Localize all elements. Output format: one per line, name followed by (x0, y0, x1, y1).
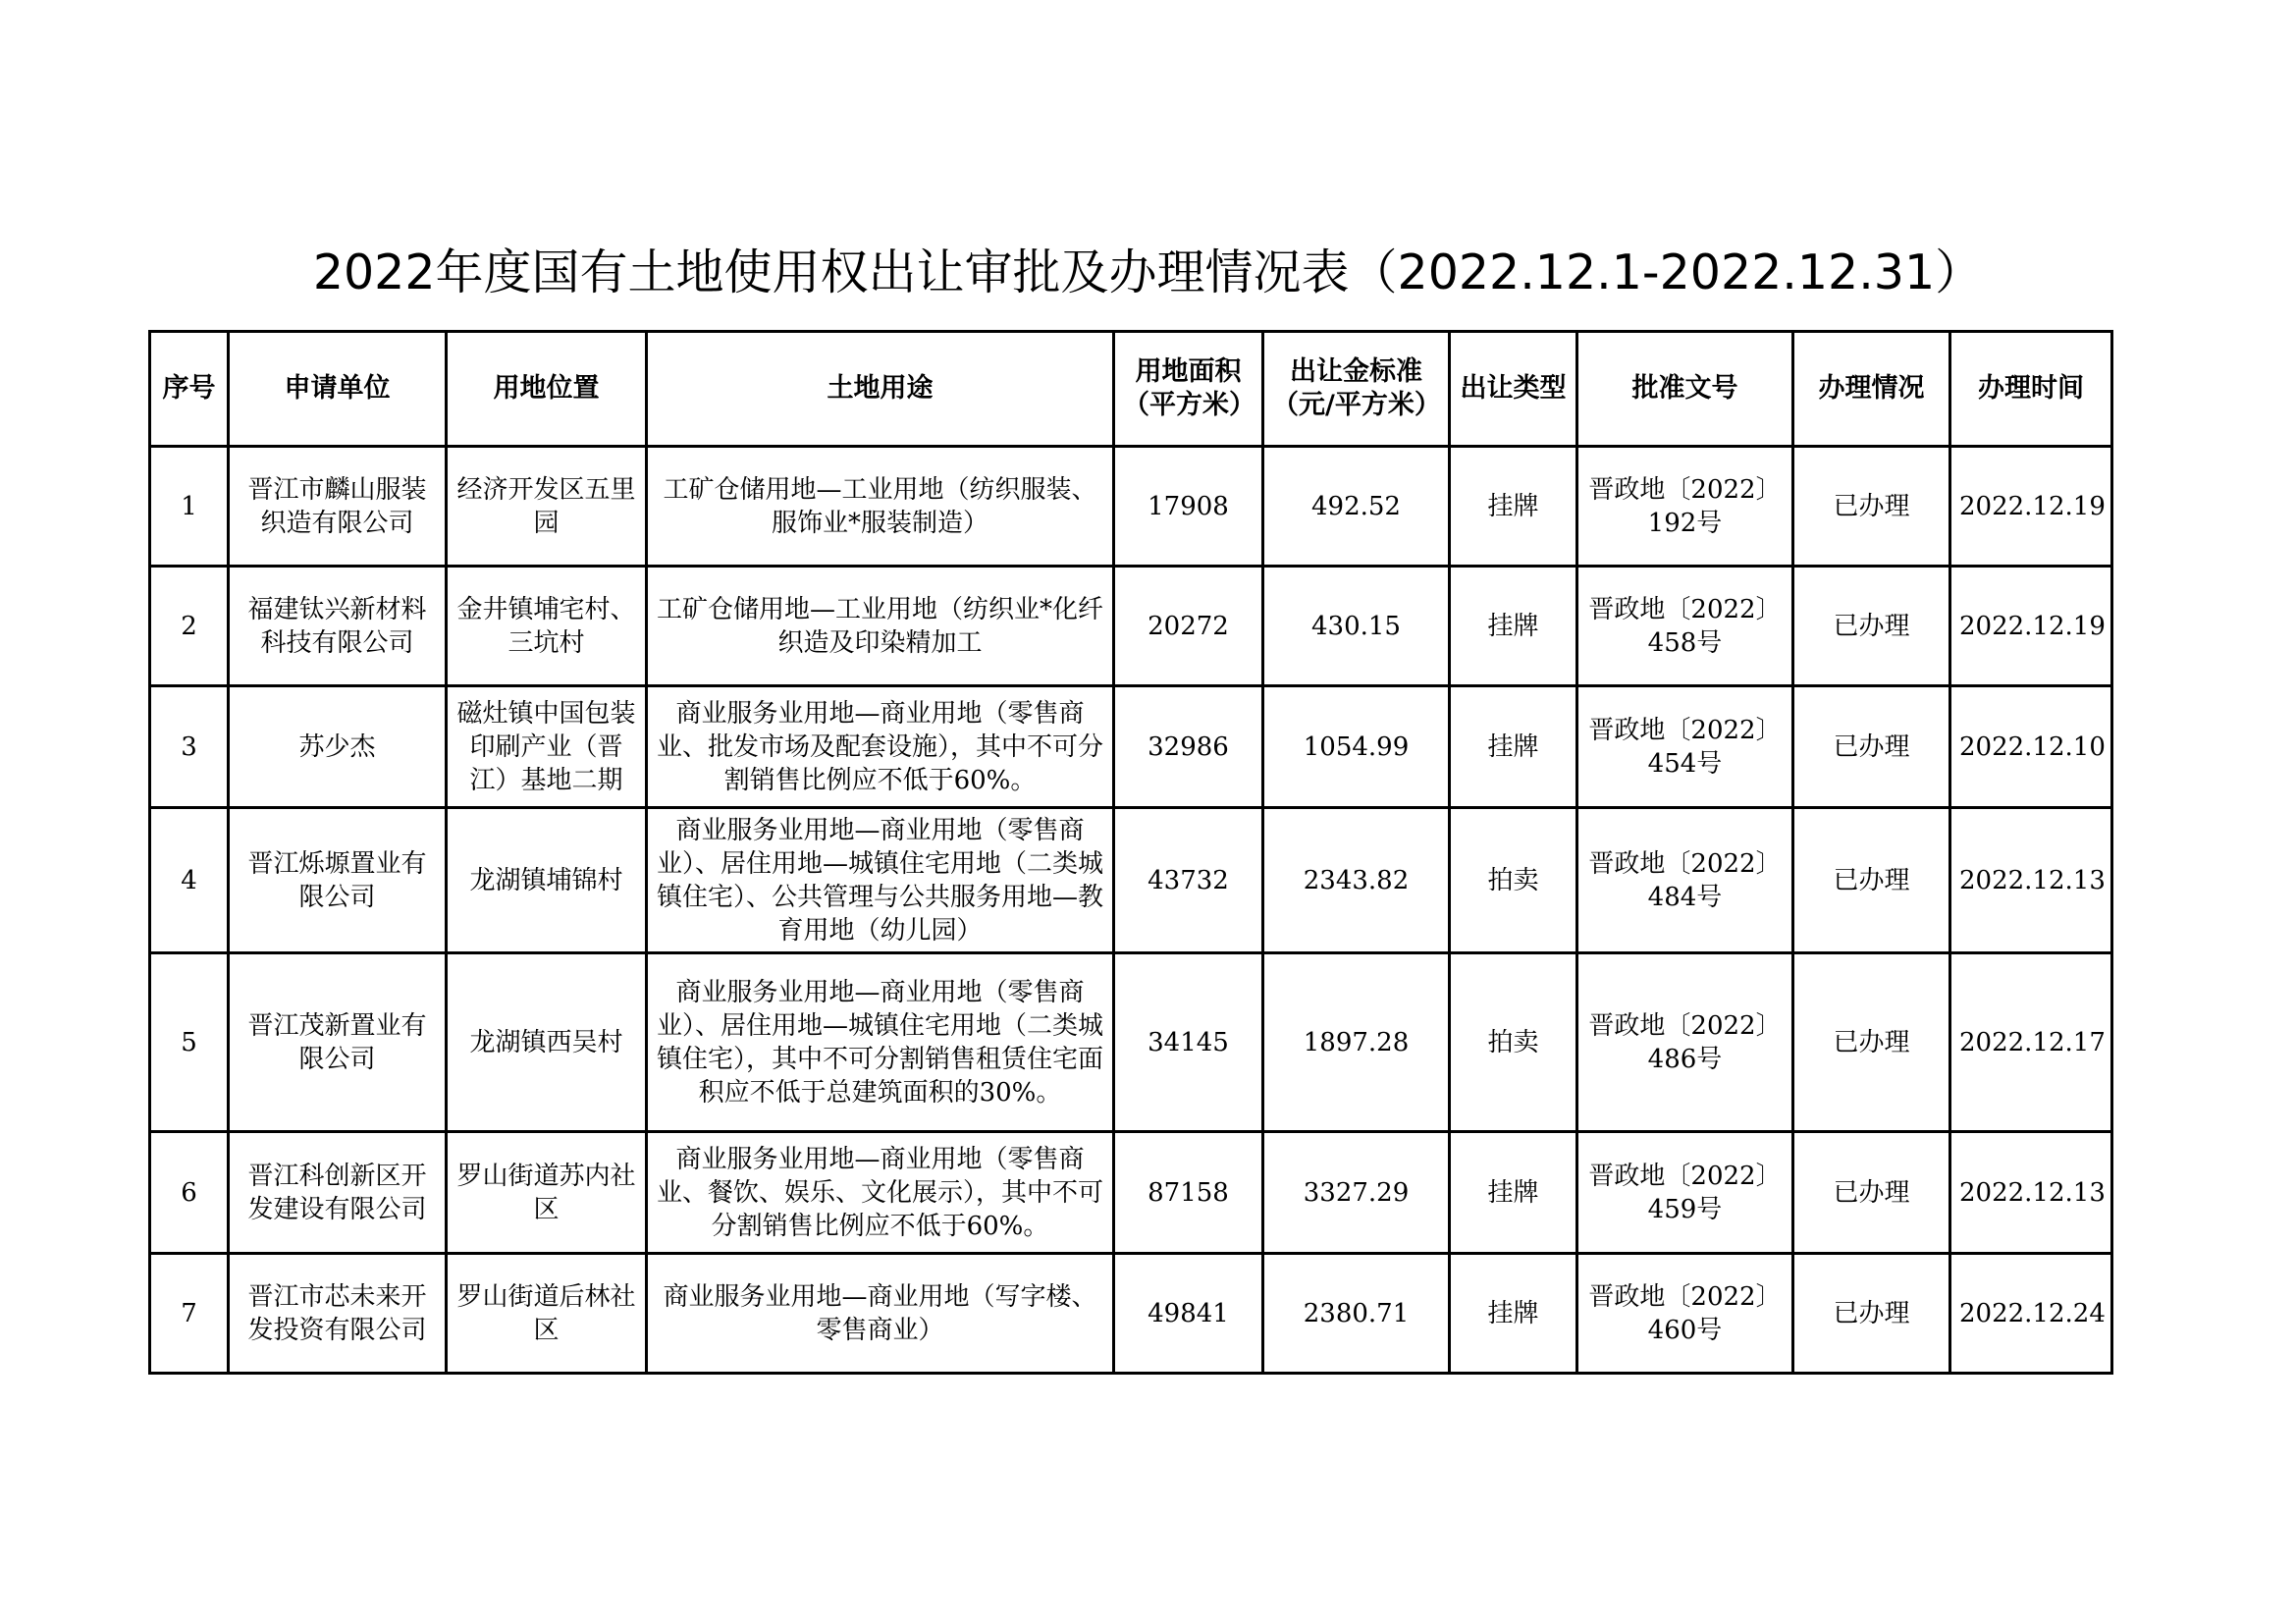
cell-type: 挂牌 (1450, 1132, 1577, 1254)
cell-approval: 晋政地〔2022〕460号 (1577, 1254, 1793, 1374)
cell-price: 2343.82 (1263, 808, 1450, 953)
cell-use: 商业服务业用地—商业用地（零售商业）、居住用地—城镇住宅用地（二类城镇住宅），其中不可分割销售租赁住宅面积应不低于总建筑面积的30%。 (647, 953, 1114, 1132)
cell-applicant: 晋江市芯未来开发投资有限公司 (229, 1254, 447, 1374)
cell-type: 挂牌 (1450, 567, 1577, 686)
cell-use: 工矿仓储用地—工业用地（纺织服装、服饰业*服装制造） (647, 447, 1114, 567)
cell-use: 商业服务业用地—商业用地（零售商业、批发市场及配套设施），其中不可分割销售比例应不低于60%。 (647, 686, 1114, 808)
cell-no: 2 (150, 567, 229, 686)
cell-applicant: 晋江市麟山服装织造有限公司 (229, 447, 447, 567)
cell-price: 492.52 (1263, 447, 1450, 567)
cell-no: 1 (150, 447, 229, 567)
cell-location: 罗山街道后林社区 (447, 1254, 647, 1374)
cell-use: 商业服务业用地—商业用地（写字楼、零售商业） (647, 1254, 1114, 1374)
cell-area: 43732 (1114, 808, 1263, 953)
cell-price: 2380.71 (1263, 1254, 1450, 1374)
cell-approval: 晋政地〔2022〕192号 (1577, 447, 1793, 567)
cell-no: 4 (150, 808, 229, 953)
cell-type: 挂牌 (1450, 686, 1577, 808)
header-no: 序号 (150, 332, 229, 447)
cell-location: 金井镇埔宅村、三坑村 (447, 567, 647, 686)
cell-price: 1897.28 (1263, 953, 1450, 1132)
cell-area: 34145 (1114, 953, 1263, 1132)
cell-approval: 晋政地〔2022〕459号 (1577, 1132, 1793, 1254)
cell-no: 6 (150, 1132, 229, 1254)
cell-applicant: 苏少杰 (229, 686, 447, 808)
table-row (150, 447, 2112, 567)
cell-status: 已办理 (1793, 953, 1950, 1132)
cell-status: 已办理 (1793, 567, 1950, 686)
cell-use: 商业服务业用地—商业用地（零售商业、餐饮、娱乐、文化展示），其中不可分割销售比例应不低于60%。 (647, 1132, 1114, 1254)
cell-status: 已办理 (1793, 1132, 1950, 1254)
cell-date: 2022.12.13 (1950, 1132, 2112, 1254)
cell-area: 17908 (1114, 447, 1263, 567)
cell-applicant: 晋江茂新置业有限公司 (229, 953, 447, 1132)
header-status: 办理情况 (1793, 332, 1950, 447)
cell-no: 5 (150, 953, 229, 1132)
cell-date: 2022.12.10 (1950, 686, 2112, 808)
cell-price: 430.15 (1263, 567, 1450, 686)
cell-type: 拍卖 (1450, 808, 1577, 953)
header-approval: 批准文号 (1577, 332, 1793, 447)
cell-location (447, 686, 647, 808)
cell-status: 已办理 (1793, 808, 1950, 953)
cell-type: 拍卖 (1450, 953, 1577, 1132)
cell-location: 龙湖镇埔锦村 (447, 808, 647, 953)
cell-approval: 晋政地〔2022〕454号 (1577, 686, 1793, 808)
table-row (150, 567, 2112, 686)
cell-date: 2022.12.24 (1950, 1254, 2112, 1374)
cell-approval: 晋政地〔2022〕484号 (1577, 808, 1793, 953)
cell-date: 2022.12.13 (1950, 808, 2112, 953)
cell-applicant: 晋江烁塬置业有限公司 (229, 808, 447, 953)
table-row (150, 686, 2112, 808)
cell-location-text: 磁灶镇中国包装印刷产业（晋江）基地二期 (456, 698, 636, 795)
table-row (150, 1254, 2112, 1374)
page-title: 2022年度国有土地使用权出让审批及办理情况表（2022.12.1-2022.12.31） (312, 244, 1984, 300)
cell-area: 87158 (1114, 1132, 1263, 1254)
cell-no: 7 (150, 1254, 229, 1374)
cell-area: 32986 (1114, 686, 1263, 808)
header-row (150, 332, 2112, 447)
cell-approval: 晋政地〔2022〕458号 (1577, 567, 1793, 686)
cell-type: 挂牌 (1450, 447, 1577, 567)
cell-location: 罗山街道苏内社区 (447, 1132, 647, 1254)
header-price: 出让金标准（元/平方米） (1263, 332, 1450, 447)
header-type: 出让类型 (1450, 332, 1577, 447)
cell-use: 工矿仓储用地—工业用地（纺织业*化纤织造及印染精加工 (647, 567, 1114, 686)
cell-type: 挂牌 (1450, 1254, 1577, 1374)
cell-date: 2022.12.19 (1950, 447, 2112, 567)
cell-status: 已办理 (1793, 447, 1950, 567)
cell-location: 龙湖镇西吴村 (447, 953, 647, 1132)
land-transfer-table (148, 330, 2113, 1375)
cell-use: 商业服务业用地—商业用地（零售商业）、居住用地—城镇住宅用地（二类城镇住宅）、公共管理与公共服务用地—教育用地（幼儿园） (647, 808, 1114, 953)
cell-price: 3327.29 (1263, 1132, 1450, 1254)
table-row (150, 953, 2112, 1132)
cell-area: 20272 (1114, 567, 1263, 686)
cell-applicant: 福建钛兴新材料科技有限公司 (229, 567, 447, 686)
cell-date: 2022.12.19 (1950, 567, 2112, 686)
header-applicant: 申请单位 (229, 332, 447, 447)
cell-status: 已办理 (1793, 1254, 1950, 1374)
cell-approval: 晋政地〔2022〕486号 (1577, 953, 1793, 1132)
cell-area: 49841 (1114, 1254, 1263, 1374)
table-row (150, 808, 2112, 953)
header-use: 土地用途 (647, 332, 1114, 447)
header-area: 用地面积（平方米） (1114, 332, 1263, 447)
table-row (150, 1132, 2112, 1254)
cell-location: 经济开发区五里园 (447, 447, 647, 567)
header-date: 办理时间 (1950, 332, 2112, 447)
cell-no: 3 (150, 686, 229, 808)
cell-status: 已办理 (1793, 686, 1950, 808)
cell-date: 2022.12.17 (1950, 953, 2112, 1132)
cell-applicant: 晋江科创新区开发建设有限公司 (229, 1132, 447, 1254)
cell-price: 1054.99 (1263, 686, 1450, 808)
header-location: 用地位置 (447, 332, 647, 447)
